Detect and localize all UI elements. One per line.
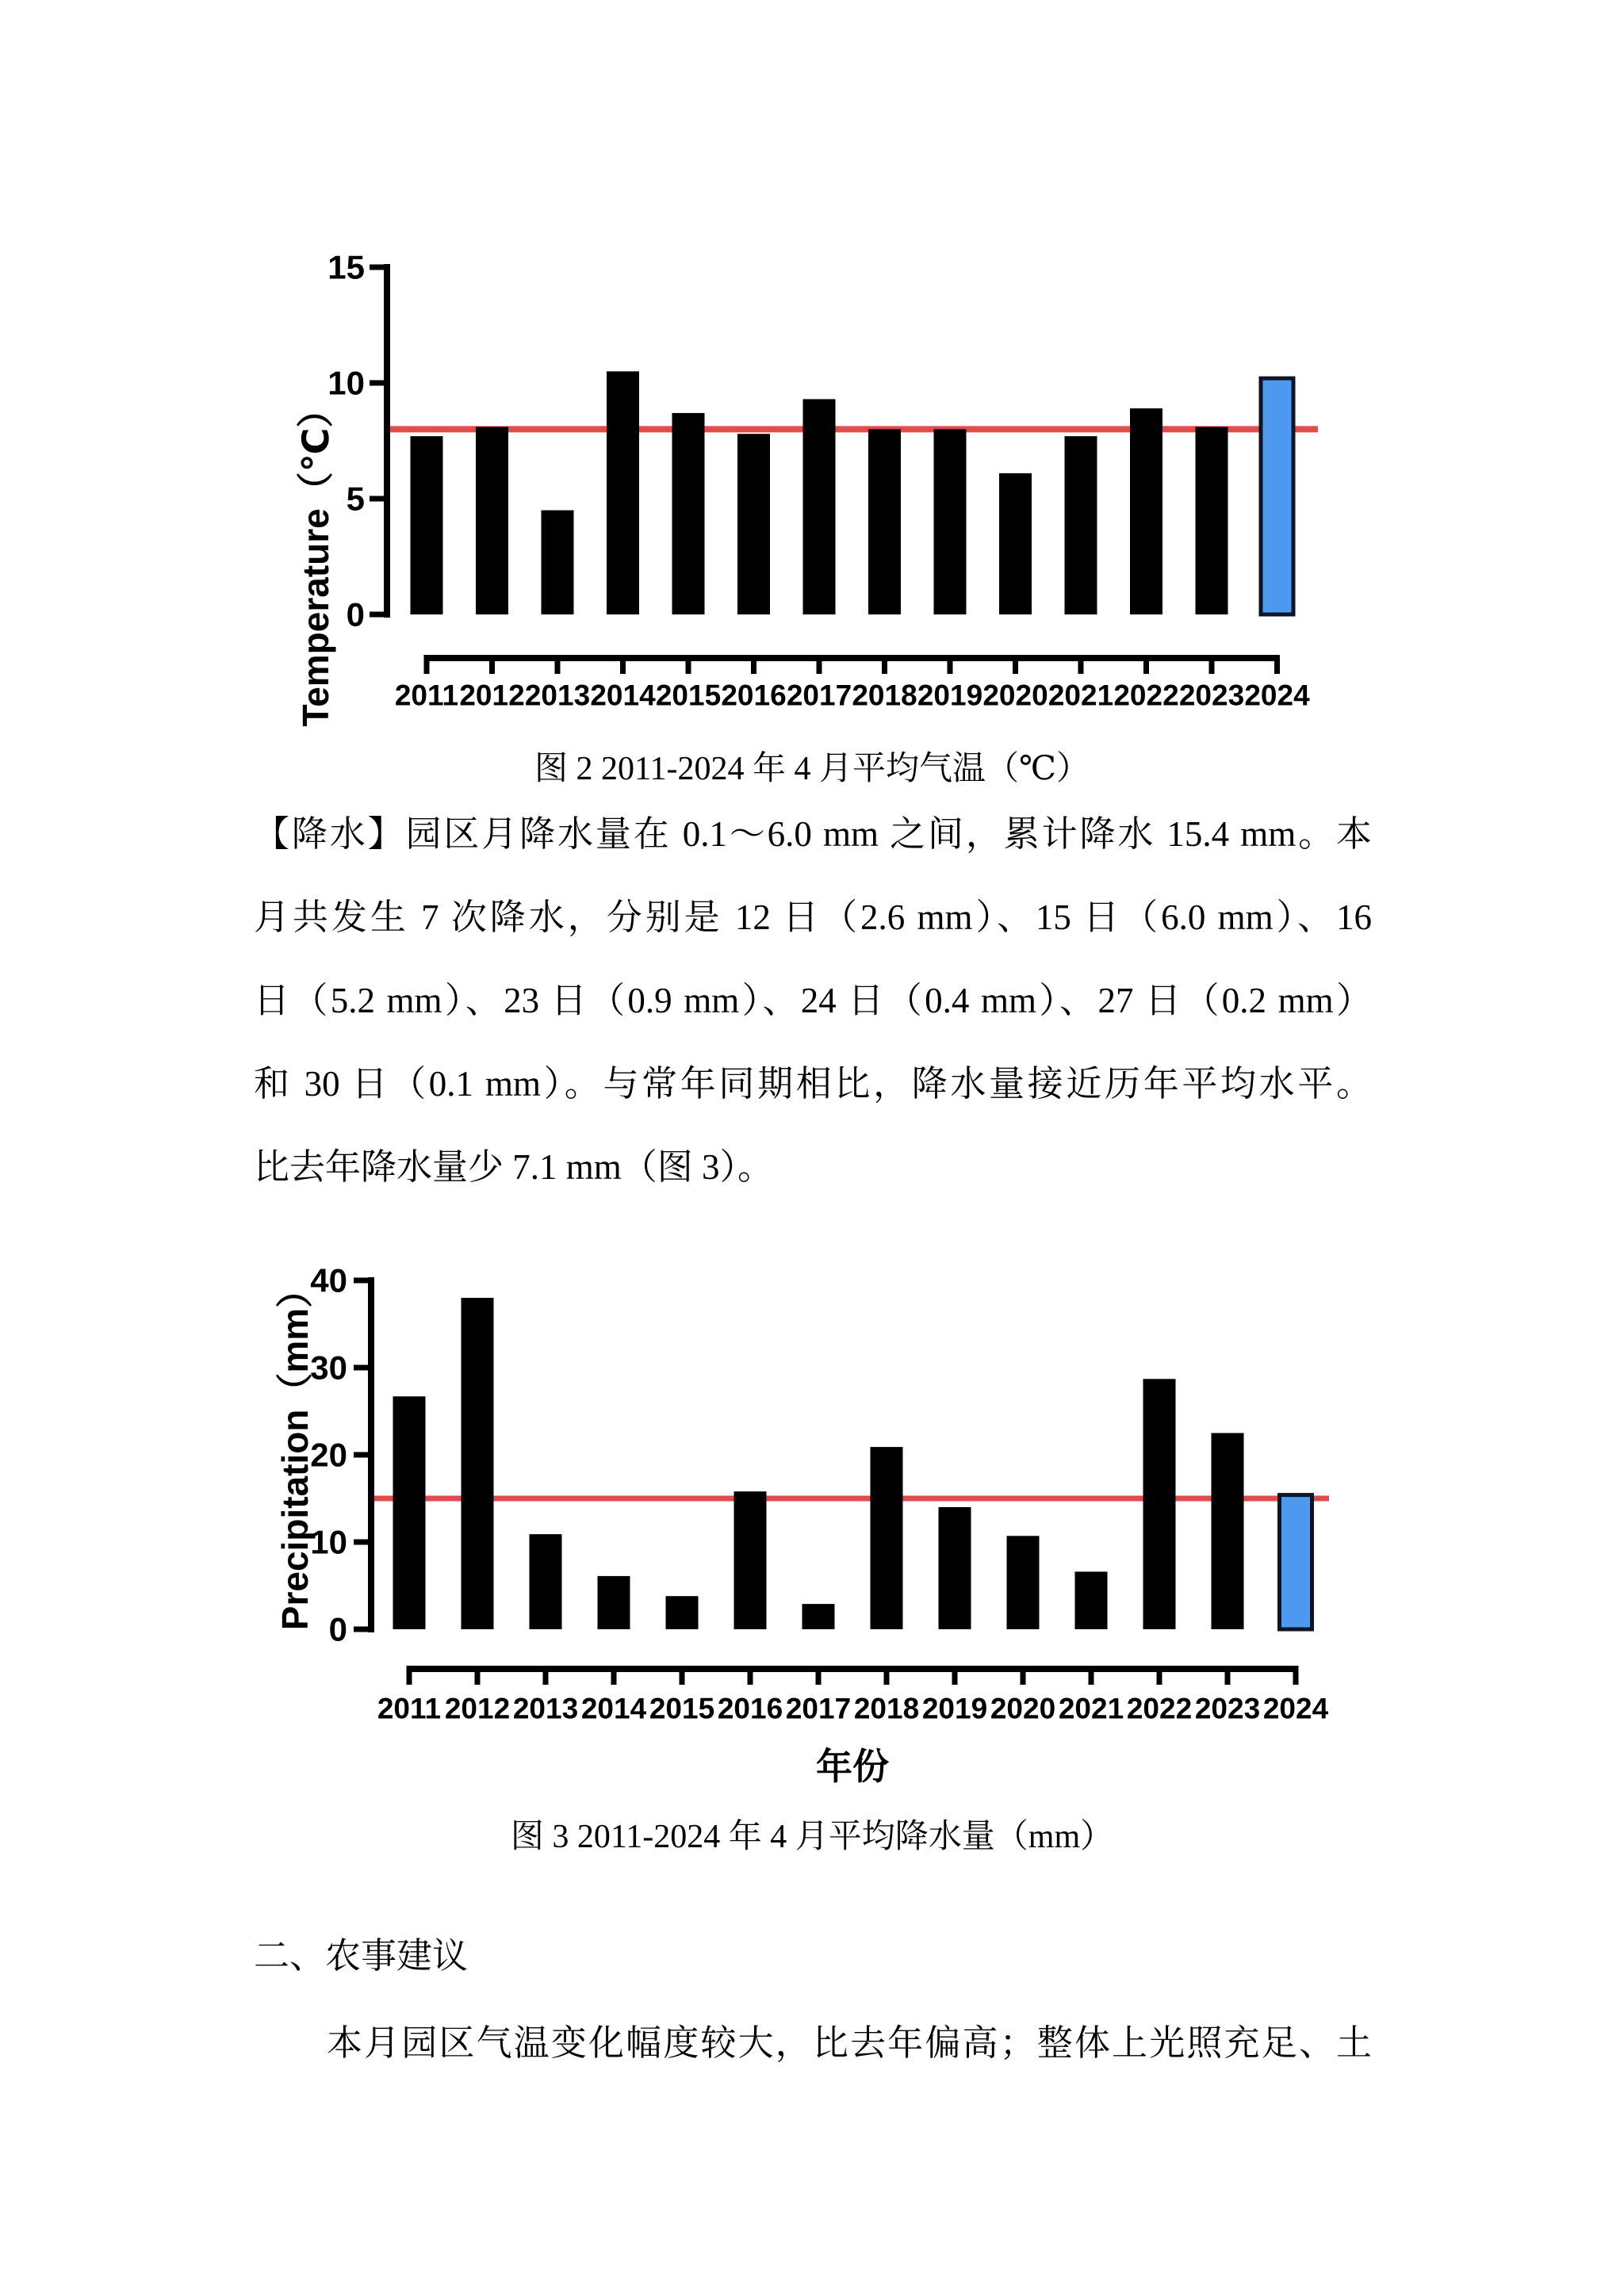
precipitation-bar-2022 bbox=[1143, 1379, 1176, 1629]
temperature-y-tick-label: 10 bbox=[327, 364, 365, 402]
precipitation-x-tick-label-2017: 2017 bbox=[785, 1692, 852, 1725]
temperature-bar-2019 bbox=[934, 429, 967, 614]
figure3-caption: 图 3 2011-2024 年 4 月平均降水量（mm） bbox=[510, 1819, 1114, 1855]
precipitation-bar-2015 bbox=[666, 1596, 699, 1629]
precipitation-bar-2017 bbox=[802, 1604, 835, 1629]
temperature-bar-2017 bbox=[803, 399, 836, 614]
precipitation-x-tick-label-2012: 2012 bbox=[444, 1692, 511, 1725]
temperature-x-tick-label-2021: 2021 bbox=[1048, 679, 1114, 712]
precipitation-bar-2024 bbox=[1280, 1495, 1312, 1629]
temperature-x-tick-label-2015: 2015 bbox=[655, 679, 722, 712]
precipitation-bar-2020 bbox=[1007, 1536, 1040, 1629]
temperature-bar-2016 bbox=[737, 434, 770, 614]
temperature-bar-2022 bbox=[1130, 408, 1162, 614]
precipitation-y-tick-label: 40 bbox=[310, 1261, 347, 1299]
temperature-bar-2015 bbox=[672, 413, 705, 614]
precipitation-y-axis-title: Precipitation（mm） bbox=[274, 1271, 316, 1631]
figure2-temperature-chart bbox=[0, 214, 1624, 737]
precipitation-x-tick-label-2021: 2021 bbox=[1058, 1692, 1124, 1725]
temperature-x-tick-label-2014: 2014 bbox=[590, 679, 656, 712]
precipitation-x-tick-label-2011: 2011 bbox=[377, 1692, 442, 1725]
temperature-bar-2011 bbox=[411, 436, 443, 614]
precipitation-x-tick-label-2015: 2015 bbox=[649, 1692, 715, 1725]
precipitation-x-axis-title: 年份 bbox=[816, 1746, 889, 1787]
precipitation-x-tick-label-2016: 2016 bbox=[717, 1692, 783, 1725]
temperature-bar-2024 bbox=[1261, 378, 1293, 614]
precipitation-bar-2013 bbox=[530, 1534, 562, 1629]
figure3-precipitation-chart bbox=[0, 1245, 1624, 1800]
precipitation-bar-2018 bbox=[871, 1447, 903, 1629]
temperature-x-tick-label-2023: 2023 bbox=[1178, 679, 1245, 712]
precipitation-x-tick-label-2023: 2023 bbox=[1194, 1692, 1261, 1725]
temperature-bar-2018 bbox=[868, 429, 901, 614]
precipitation-x-tick-label-2018: 2018 bbox=[853, 1692, 920, 1725]
temperature-bar-2023 bbox=[1196, 427, 1228, 614]
temperature-y-tick-label: 5 bbox=[346, 480, 365, 518]
temperature-bar-2014 bbox=[607, 371, 639, 614]
paragraph-line: 月共发生 7 次降水，分别是 12 日（2.6 mm）、15 日（6.0 mm）、16 bbox=[254, 897, 1372, 937]
precipitation-bar-2021 bbox=[1075, 1571, 1108, 1629]
precipitation-y-tick-label: 30 bbox=[310, 1349, 347, 1387]
precipitation-x-tick-label-2013: 2013 bbox=[512, 1692, 579, 1725]
temperature-x-tick-label-2024: 2024 bbox=[1244, 679, 1310, 712]
precipitation-bar-2011 bbox=[393, 1396, 426, 1629]
precipitation-y-tick-label: 10 bbox=[310, 1523, 347, 1561]
temperature-x-tick-label-2018: 2018 bbox=[852, 679, 917, 712]
precipitation-paragraph bbox=[254, 793, 1372, 1209]
temperature-x-tick-label-2012: 2012 bbox=[459, 679, 525, 712]
precipitation-x-tick-label-2020: 2020 bbox=[990, 1692, 1056, 1725]
precipitation-x-tick-label-2024: 2024 bbox=[1262, 1692, 1329, 1725]
precipitation-x-tick-label-2022: 2022 bbox=[1126, 1692, 1193, 1725]
temperature-x-tick-label-2020: 2020 bbox=[982, 679, 1048, 712]
precipitation-bar-2012 bbox=[462, 1298, 494, 1629]
precipitation-y-tick-label: 0 bbox=[328, 1610, 347, 1648]
temperature-x-tick-label-2017: 2017 bbox=[786, 679, 852, 712]
temperature-bar-2020 bbox=[999, 473, 1032, 614]
temperature-x-tick-label-2013: 2013 bbox=[524, 679, 591, 712]
precipitation-bar-2023 bbox=[1212, 1433, 1244, 1630]
temperature-x-tick-label-2022: 2022 bbox=[1113, 679, 1179, 712]
paragraph-line: 日（5.2 mm）、23 日（0.9 mm）、24 日（0.4 mm）、27 日（0.2 mm） bbox=[254, 981, 1372, 1020]
paragraph-line: 和 30 日（0.1 mm）。与常年同期相比，降水量接近历年平均水平。 bbox=[254, 1064, 1372, 1104]
precipitation-x-tick-label-2019: 2019 bbox=[921, 1692, 988, 1725]
figure2-caption: 图 2 2011-2024 年 4 月平均气温（℃） bbox=[534, 751, 1090, 787]
temperature-y-tick-label: 15 bbox=[327, 248, 365, 286]
precipitation-x-tick-label-2014: 2014 bbox=[580, 1692, 647, 1725]
temperature-x-tick-label-2011: 2011 bbox=[394, 679, 459, 712]
temperature-bar-2012 bbox=[476, 427, 508, 614]
advice-paragraph-line: 本月园区气温变化幅度较大，比去年偏高；整体上光照充足、土 bbox=[327, 2023, 1372, 2063]
precipitation-bar-2016 bbox=[734, 1491, 767, 1629]
section-heading: 二、农事建议 bbox=[254, 1936, 469, 1976]
paragraph-line: 比去年降水量少 7.1 mm（图 3）。 bbox=[254, 1147, 774, 1187]
temperature-y-tick-label: 0 bbox=[346, 595, 365, 633]
precipitation-bar-2014 bbox=[598, 1576, 630, 1629]
temperature-y-axis-title: Temperature（℃） bbox=[295, 391, 336, 727]
temperature-bar-2013 bbox=[542, 511, 574, 614]
precipitation-bar-2019 bbox=[939, 1507, 971, 1629]
temperature-x-tick-label-2016: 2016 bbox=[721, 679, 787, 712]
temperature-bar-2021 bbox=[1065, 436, 1097, 614]
precipitation-y-tick-label: 20 bbox=[310, 1436, 347, 1474]
temperature-x-tick-label-2019: 2019 bbox=[917, 679, 983, 712]
paragraph-line: 【降水】园区月降水量在 0.1～6.0 mm 之间，累计降水 15.4 mm。本 bbox=[254, 814, 1372, 854]
